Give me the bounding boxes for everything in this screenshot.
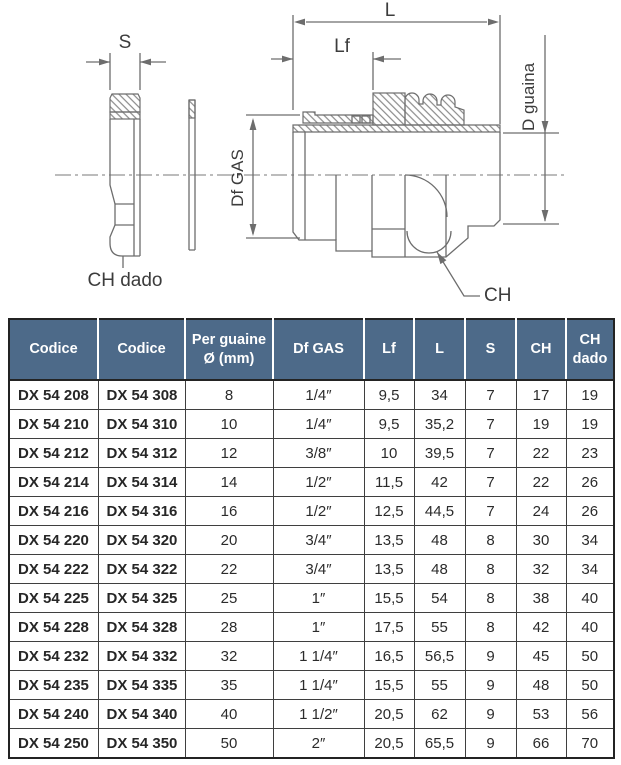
value-cell: 1 1/2″ xyxy=(273,700,364,729)
value-cell: 8 xyxy=(465,584,516,613)
col-header-s: S xyxy=(465,319,516,380)
value-cell: 39,5 xyxy=(414,439,465,468)
value-cell: 1″ xyxy=(273,613,364,642)
value-cell: 48 xyxy=(414,555,465,584)
value-cell: 45 xyxy=(516,642,566,671)
dimension-Lf xyxy=(271,36,401,90)
value-cell: 25 xyxy=(185,584,273,613)
value-cell: 32 xyxy=(516,555,566,584)
value-cell: 7 xyxy=(465,380,516,410)
value-cell: 34 xyxy=(566,526,614,555)
table-row xyxy=(9,410,614,439)
value-cell: 1″ xyxy=(273,584,364,613)
value-cell: 55 xyxy=(414,671,465,700)
value-cell: 12,5 xyxy=(364,497,414,526)
col-header-l: L xyxy=(414,319,465,380)
codice-cell: DX 54 328 xyxy=(98,613,185,642)
value-cell: 1/4″ xyxy=(273,380,364,410)
value-cell: 8 xyxy=(185,380,273,410)
col-header-ch: CH xyxy=(516,319,566,380)
codice-cell: DX 54 240 xyxy=(9,700,98,729)
header-row xyxy=(9,319,614,380)
value-cell: 1/2″ xyxy=(273,468,364,497)
value-cell: 44,5 xyxy=(414,497,465,526)
value-cell: 40 xyxy=(185,700,273,729)
value-cell: 30 xyxy=(516,526,566,555)
label-L: L xyxy=(384,0,396,21)
value-cell: 66 xyxy=(516,729,566,759)
value-cell: 23 xyxy=(566,439,614,468)
value-cell: 8 xyxy=(465,613,516,642)
value-cell: 15,5 xyxy=(364,671,414,700)
label-Df-GAS: Df GAS xyxy=(228,149,247,207)
col-header-per-guaine: Per guaine Ø (mm) xyxy=(185,319,273,380)
value-cell: 10 xyxy=(364,439,414,468)
value-cell: 2″ xyxy=(273,729,364,759)
value-cell: 17,5 xyxy=(364,613,414,642)
label-D-guaina: D guaina xyxy=(519,62,538,132)
value-cell: 7 xyxy=(465,439,516,468)
codice-cell: DX 54 310 xyxy=(98,410,185,439)
technical-drawing xyxy=(0,0,621,310)
value-cell: 24 xyxy=(516,497,566,526)
codice-cell: DX 54 350 xyxy=(98,729,185,759)
value-cell: 19 xyxy=(516,410,566,439)
value-cell: 9,5 xyxy=(364,410,414,439)
codice-cell: DX 54 220 xyxy=(9,526,98,555)
table-row xyxy=(9,526,614,555)
table-row xyxy=(9,468,614,497)
cable-gland-drawing xyxy=(0,0,621,310)
codice-cell: DX 54 228 xyxy=(9,613,98,642)
value-cell: 14 xyxy=(185,468,273,497)
value-cell: 40 xyxy=(566,613,614,642)
codice-cell: DX 54 210 xyxy=(9,410,98,439)
value-cell: 3/4″ xyxy=(273,555,364,584)
value-cell: 9,5 xyxy=(364,380,414,410)
value-cell: 7 xyxy=(465,497,516,526)
codice-cell: DX 54 316 xyxy=(98,497,185,526)
value-cell: 19 xyxy=(566,380,614,410)
value-cell: 3/8″ xyxy=(273,439,364,468)
value-cell: 1/2″ xyxy=(273,497,364,526)
col-header-df-gas: Df GAS xyxy=(273,319,364,380)
value-cell: 19 xyxy=(566,410,614,439)
table-row xyxy=(9,555,614,584)
value-cell: 48 xyxy=(414,526,465,555)
value-cell: 28 xyxy=(185,613,273,642)
value-cell: 3/4″ xyxy=(273,526,364,555)
value-cell: 26 xyxy=(566,497,614,526)
value-cell: 50 xyxy=(566,671,614,700)
value-cell: 9 xyxy=(465,671,516,700)
value-cell: 1 1/4″ xyxy=(273,671,364,700)
value-cell: 35 xyxy=(185,671,273,700)
spec-table-header xyxy=(9,319,614,380)
dimension-S xyxy=(86,32,166,90)
dimension-D-guaina xyxy=(503,35,559,224)
col-header-ch-dado: CH dado xyxy=(566,319,614,380)
codice-cell: DX 54 208 xyxy=(9,380,98,410)
table-row xyxy=(9,497,614,526)
value-cell: 20,5 xyxy=(364,700,414,729)
table-row xyxy=(9,729,614,759)
dimension-Df-GAS xyxy=(228,115,300,238)
value-cell: 34 xyxy=(566,555,614,584)
value-cell: 48 xyxy=(516,671,566,700)
col-header-codice-1: Codice xyxy=(9,319,98,380)
codice-cell: DX 54 325 xyxy=(98,584,185,613)
value-cell: 12 xyxy=(185,439,273,468)
value-cell: 16 xyxy=(185,497,273,526)
codice-cell: DX 54 235 xyxy=(9,671,98,700)
callout-CH-dado xyxy=(88,256,163,291)
codice-cell: DX 54 314 xyxy=(98,468,185,497)
value-cell: 9 xyxy=(465,729,516,759)
value-cell: 13,5 xyxy=(364,555,414,584)
value-cell: 50 xyxy=(566,642,614,671)
value-cell: 13,5 xyxy=(364,526,414,555)
value-cell: 1 1/4″ xyxy=(273,642,364,671)
value-cell: 8 xyxy=(465,526,516,555)
value-cell: 20 xyxy=(185,526,273,555)
spec-table-section xyxy=(8,318,613,759)
codice-cell: DX 54 322 xyxy=(98,555,185,584)
value-cell: 9 xyxy=(465,642,516,671)
codice-cell: DX 54 212 xyxy=(9,439,98,468)
value-cell: 40 xyxy=(566,584,614,613)
label-Lf: Lf xyxy=(334,36,350,57)
codice-cell: DX 54 216 xyxy=(9,497,98,526)
col-header-codice-2: Codice xyxy=(98,319,185,380)
value-cell: 56 xyxy=(566,700,614,729)
value-cell: 22 xyxy=(516,468,566,497)
table-row xyxy=(9,439,614,468)
codice-cell: DX 54 232 xyxy=(9,642,98,671)
value-cell: 15,5 xyxy=(364,584,414,613)
spec-table xyxy=(8,318,615,759)
codice-cell: DX 54 340 xyxy=(98,700,185,729)
value-cell: 7 xyxy=(465,468,516,497)
value-cell: 16,5 xyxy=(364,642,414,671)
value-cell: 1/4″ xyxy=(273,410,364,439)
value-cell: 65,5 xyxy=(414,729,465,759)
label-CH-dado: CH dado xyxy=(87,270,163,291)
table-row xyxy=(9,380,614,410)
value-cell: 7 xyxy=(465,410,516,439)
table-row xyxy=(9,613,614,642)
value-cell: 38 xyxy=(516,584,566,613)
codice-cell: DX 54 312 xyxy=(98,439,185,468)
value-cell: 9 xyxy=(465,700,516,729)
codice-cell: DX 54 222 xyxy=(9,555,98,584)
value-cell: 22 xyxy=(516,439,566,468)
callout-CH xyxy=(437,252,511,306)
value-cell: 42 xyxy=(414,468,465,497)
label-S: S xyxy=(118,32,132,53)
codice-cell: DX 54 320 xyxy=(98,526,185,555)
codice-cell: DX 54 225 xyxy=(9,584,98,613)
table-row xyxy=(9,700,614,729)
spec-table-body xyxy=(9,380,614,758)
codice-cell: DX 54 308 xyxy=(98,380,185,410)
value-cell: 70 xyxy=(566,729,614,759)
value-cell: 20,5 xyxy=(364,729,414,759)
value-cell: 35,2 xyxy=(414,410,465,439)
value-cell: 62 xyxy=(414,700,465,729)
value-cell: 17 xyxy=(516,380,566,410)
value-cell: 55 xyxy=(414,613,465,642)
codice-cell: DX 54 335 xyxy=(98,671,185,700)
table-row xyxy=(9,584,614,613)
value-cell: 42 xyxy=(516,613,566,642)
codice-cell: DX 54 332 xyxy=(98,642,185,671)
value-cell: 54 xyxy=(414,584,465,613)
table-row xyxy=(9,671,614,700)
value-cell: 22 xyxy=(185,555,273,584)
value-cell: 34 xyxy=(414,380,465,410)
value-cell: 53 xyxy=(516,700,566,729)
codice-cell: DX 54 250 xyxy=(9,729,98,759)
col-header-lf: Lf xyxy=(364,319,414,380)
codice-cell: DX 54 214 xyxy=(9,468,98,497)
value-cell: 32 xyxy=(185,642,273,671)
value-cell: 26 xyxy=(566,468,614,497)
value-cell: 10 xyxy=(185,410,273,439)
value-cell: 11,5 xyxy=(364,468,414,497)
label-CH: CH xyxy=(484,285,512,306)
value-cell: 50 xyxy=(185,729,273,759)
table-row xyxy=(9,642,614,671)
value-cell: 8 xyxy=(465,555,516,584)
value-cell: 56,5 xyxy=(414,642,465,671)
